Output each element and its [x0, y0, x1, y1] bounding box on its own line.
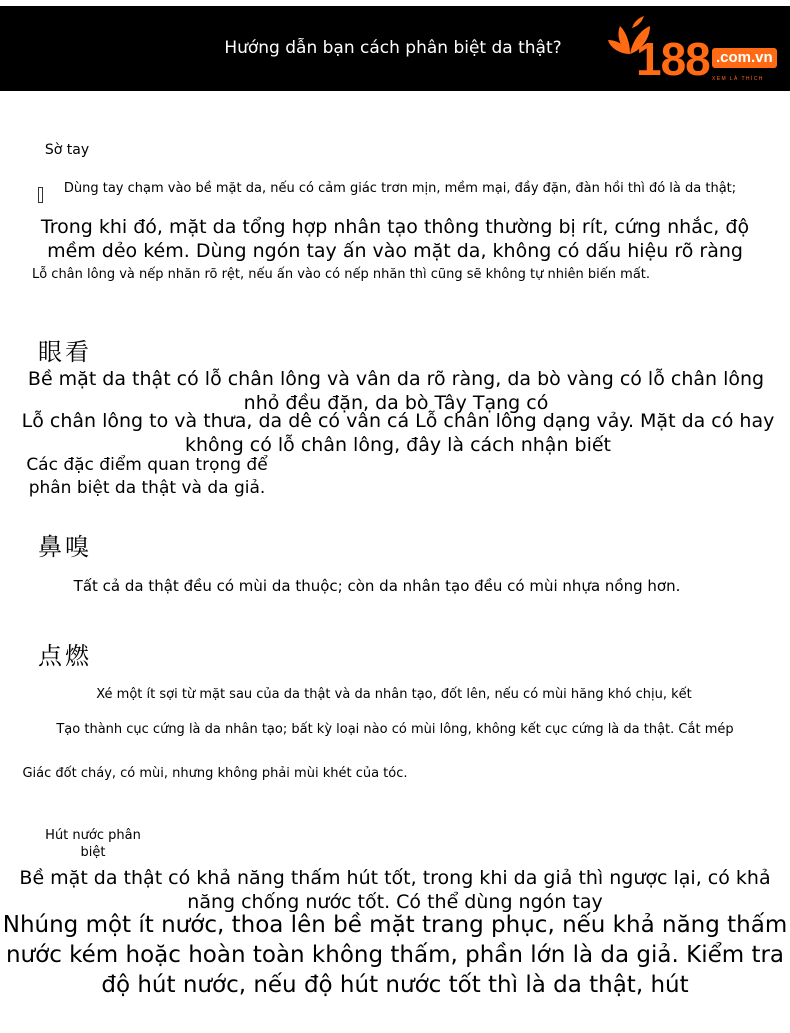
section-title-touch: Sờ tay — [44, 142, 90, 158]
section-title-water: Hút nước phân biệt — [45, 828, 141, 860]
look-paragraph-2: Lỗ chân lông to và thưa, da dê có vân cá Lỗ chân lông dạng vảy. Mặt da có hay không có lỗ chân lông, đây là cách nhận biết — [21, 410, 775, 456]
logo-domain: .com.vn — [712, 48, 777, 68]
water-paragraph-2: Nhúng một ít nước, thoa lên bề mặt trang phục, nếu khả năng thấm nước kém hoặc hoàn toàn không thấm, phần lớn là da giả. Kiểm tra độ hút nước, nếu độ hút nước tốt thì là da thật, hút — [2, 912, 788, 998]
burn-paragraph-1: Xé một ít sợi từ mặt sau của da thật và da nhân tạo, đốt lên, nếu có mùi hăng khó chịu, kết — [96, 687, 692, 702]
water-paragraph-1: Bề mặt da thật có khả năng thấm hút tốt, trong khi da giả thì ngược lại, có khả năng chống nước tốt. Có thể dùng ngón tay — [19, 867, 771, 913]
page-title: Hướng dẫn bạn cách phân biệt da thật? — [224, 38, 562, 58]
page-header — [0, 6, 790, 91]
touch-paragraph-3: Lỗ chân lông và nếp nhăn rõ rệt, nếu ấn vào có nếp nhăn thì cũng sẽ không tự nhiên biến mất. — [31, 267, 651, 282]
logo-tagline: XEM LÀ THÍCH — [712, 76, 764, 82]
burn-paragraph-3: Giác đốt cháy, có mùi, nhưng không phải mùi khét của tóc. — [22, 766, 408, 781]
touch-paragraph-2: Trong khi đó, mặt da tổng hợp nhân tạo thông thường bị rít, cứng nhắc, độ mềm dẻo kém. Dùng ngón tay ấn vào mặt da, không có dấu hiệu rõ ràng — [40, 216, 750, 262]
smell-paragraph-1: Tất cả da thật đều có mùi da thuộc; còn da nhân tạo đều có mùi nhựa nồng hơn. — [73, 577, 681, 595]
site-logo[interactable] — [606, 14, 784, 88]
logo-number: 188 — [636, 33, 710, 85]
section-title-look: 眼看 — [38, 338, 92, 366]
look-paragraph-3: Các đặc điểm quan trọng để phân biệt da thật và da giả. — [26, 455, 268, 498]
look-paragraph-1: Bề mặt da thật có lỗ chân lông và vân da rõ ràng, da bò vàng có lỗ chân lông nhỏ đều đặn, da bò Tây Tạng có — [27, 368, 765, 414]
section-title-burn: 点燃 — [38, 642, 92, 670]
section-title-smell: 鼻嗅 — [38, 533, 92, 561]
touch-paragraph-1: Dùng tay chạm vào bề mặt da, nếu có cảm giác trơn mịn, mềm mại, đầy đặn, đàn hồi thì đó là da thật; — [63, 181, 737, 196]
burn-paragraph-2: Tạo thành cục cứng là da nhân tạo; bất kỳ loại nào có mùi lông, không kết cục cứng là da thật. Cắt mép — [56, 722, 734, 737]
missing-glyph-icon — [38, 187, 43, 203]
